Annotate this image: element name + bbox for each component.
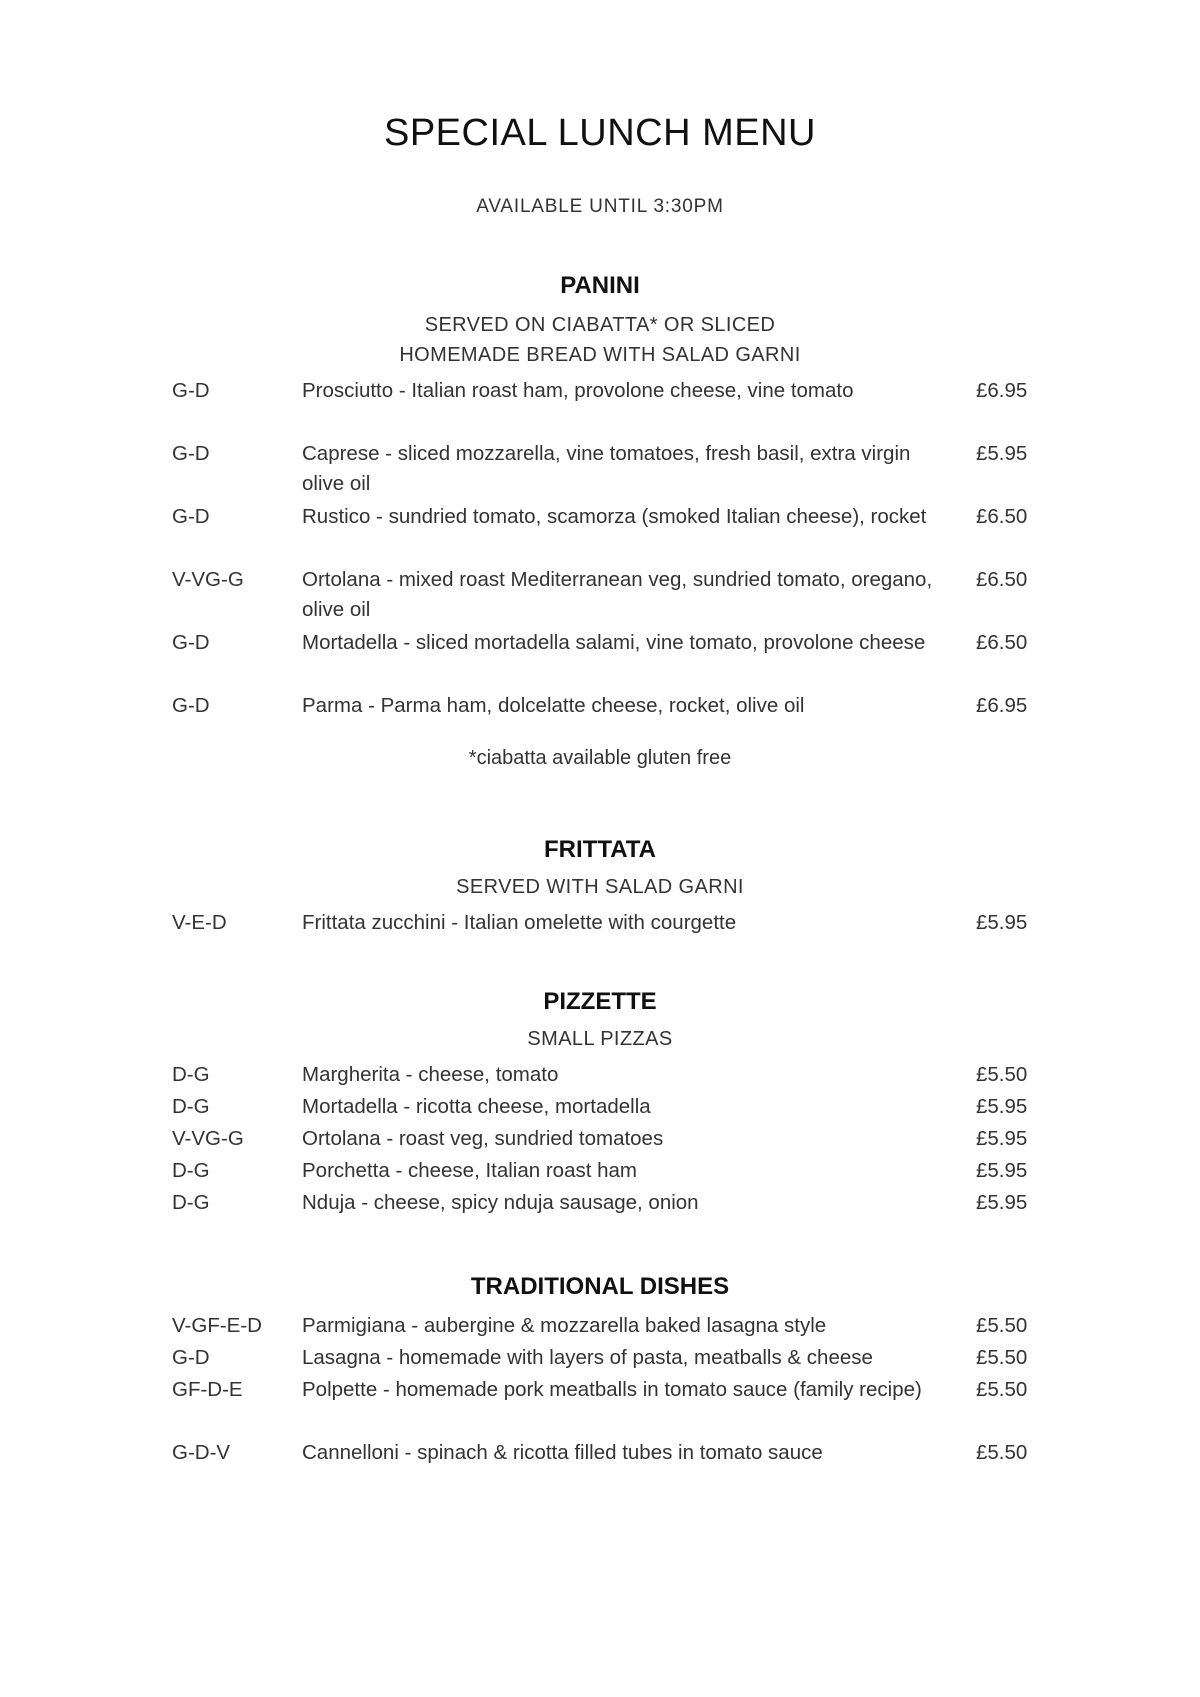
item-price: £5.95 <box>976 1191 1028 1214</box>
item-price: £5.95 <box>976 442 1028 465</box>
dietary-code: V-E-D <box>172 911 227 934</box>
menu-item <box>0 1375 1200 1438</box>
item-description: Polpette - homemade pork meatballs in tomato sauce (family recipe) <box>302 1378 922 1401</box>
menu-item <box>0 502 1200 565</box>
section-subheading: SERVED ON CIABATTA* OR SLICED <box>424 314 776 336</box>
item-price: £6.95 <box>976 379 1028 402</box>
section-subheading: HOMEMADE BREAD WITH SALAD GARNI <box>399 344 801 366</box>
dietary-code: D-G <box>172 1159 210 1182</box>
menu-item <box>0 628 1200 691</box>
section-traditional-dishes <box>0 1273 1200 1470</box>
gluten-free-note: *ciabatta available gluten free <box>468 747 732 769</box>
item-description: Porchetta - cheese, Italian roast ham <box>302 1159 638 1182</box>
item-description: Lasagna - homemade with layers of pasta, meatballs & cheese <box>302 1346 873 1369</box>
item-description: Mortadella - sliced mortadella salami, vine tomato, provolone cheese <box>302 631 926 654</box>
item-price: £5.95 <box>976 1159 1028 1182</box>
section-heading: PIZZETTE <box>543 988 657 1015</box>
item-price: £5.95 <box>976 1095 1028 1118</box>
item-price: £6.95 <box>976 694 1028 717</box>
menu-item <box>0 1060 1200 1092</box>
menu-item <box>0 1124 1200 1156</box>
menu-item <box>0 1092 1200 1124</box>
dietary-code: D-G <box>172 1191 210 1214</box>
dietary-code: G-D <box>172 505 210 528</box>
menu-item <box>0 1438 1200 1470</box>
dietary-code: G-D <box>172 1346 210 1369</box>
item-description: Caprese - sliced mozzarella, vine tomatoes, fresh basil, extra virgin olive oil <box>302 442 911 495</box>
item-price: £5.95 <box>976 1127 1028 1150</box>
dietary-code: G-D <box>172 631 210 654</box>
menu-item <box>0 1343 1200 1375</box>
dietary-code: G-D-V <box>172 1441 231 1464</box>
item-description: Rustico - sundried tomato, scamorza (smoked Italian cheese), rocket <box>302 505 927 528</box>
availability-subtitle: AVAILABLE UNTIL 3:30PM <box>476 196 724 217</box>
dietary-code: G-D <box>172 442 210 465</box>
item-description: Ortolana - mixed roast Mediterranean veg, sundried tomato, oregano, olive oil <box>302 568 933 621</box>
page-title: SPECIAL LUNCH MENU <box>383 112 816 154</box>
dietary-code: V-VG-G <box>172 1127 244 1150</box>
dietary-code: D-G <box>172 1095 210 1118</box>
section-subheading: SERVED WITH SALAD GARNI <box>456 876 744 898</box>
item-price: £5.50 <box>976 1441 1028 1464</box>
dietary-code: V-GF-E-D <box>172 1314 262 1337</box>
item-price: £6.50 <box>976 505 1028 528</box>
item-price: £5.50 <box>976 1063 1028 1086</box>
item-price: £6.50 <box>976 631 1028 654</box>
menu-item <box>0 908 1200 940</box>
item-description: Ortolana - roast veg, sundried tomatoes <box>302 1127 664 1150</box>
dietary-code: V-VG-G <box>172 568 244 591</box>
item-description: Nduja - cheese, spicy nduja sausage, onion <box>302 1191 699 1214</box>
item-description: Margherita - cheese, tomato <box>302 1063 559 1086</box>
dietary-code: G-D <box>172 694 210 717</box>
menu-item <box>0 565 1200 628</box>
item-price: £5.50 <box>976 1378 1028 1401</box>
item-description: Cannelloni - spinach & ricotta filled tubes in tomato sauce <box>302 1441 823 1464</box>
item-price: £5.50 <box>976 1314 1028 1337</box>
item-description: Parma - Parma ham, dolcelatte cheese, rocket, olive oil <box>302 694 805 717</box>
item-price: £6.50 <box>976 568 1028 591</box>
menu-item <box>0 439 1200 502</box>
menu-item <box>0 1188 1200 1220</box>
section-panini <box>0 272 1200 773</box>
dietary-code: D-G <box>172 1063 210 1086</box>
section-pizzette <box>0 988 1200 1220</box>
item-description: Mortadella - ricotta cheese, mortadella <box>302 1095 651 1118</box>
section-subheading: SMALL PIZZAS <box>527 1028 673 1050</box>
menu-item <box>0 691 1200 723</box>
section-heading: PANINI <box>560 272 640 299</box>
item-price: £5.95 <box>976 911 1028 934</box>
item-description: Prosciutto - Italian roast ham, provolone cheese, vine tomato <box>302 379 854 402</box>
section-frittata <box>0 836 1200 940</box>
section-heading: FRITTATA <box>544 836 656 863</box>
item-description: Frittata zucchini - Italian omelette with courgette <box>302 911 737 934</box>
dietary-code: GF-D-E <box>172 1378 243 1401</box>
menu-item <box>0 1156 1200 1188</box>
menu-item <box>0 376 1200 439</box>
dietary-code: G-D <box>172 379 210 402</box>
section-heading: TRADITIONAL DISHES <box>470 1273 730 1300</box>
menu-item <box>0 1311 1200 1343</box>
item-price: £5.50 <box>976 1346 1028 1369</box>
item-description: Parmigiana - aubergine & mozzarella baked lasagna style <box>302 1314 827 1337</box>
